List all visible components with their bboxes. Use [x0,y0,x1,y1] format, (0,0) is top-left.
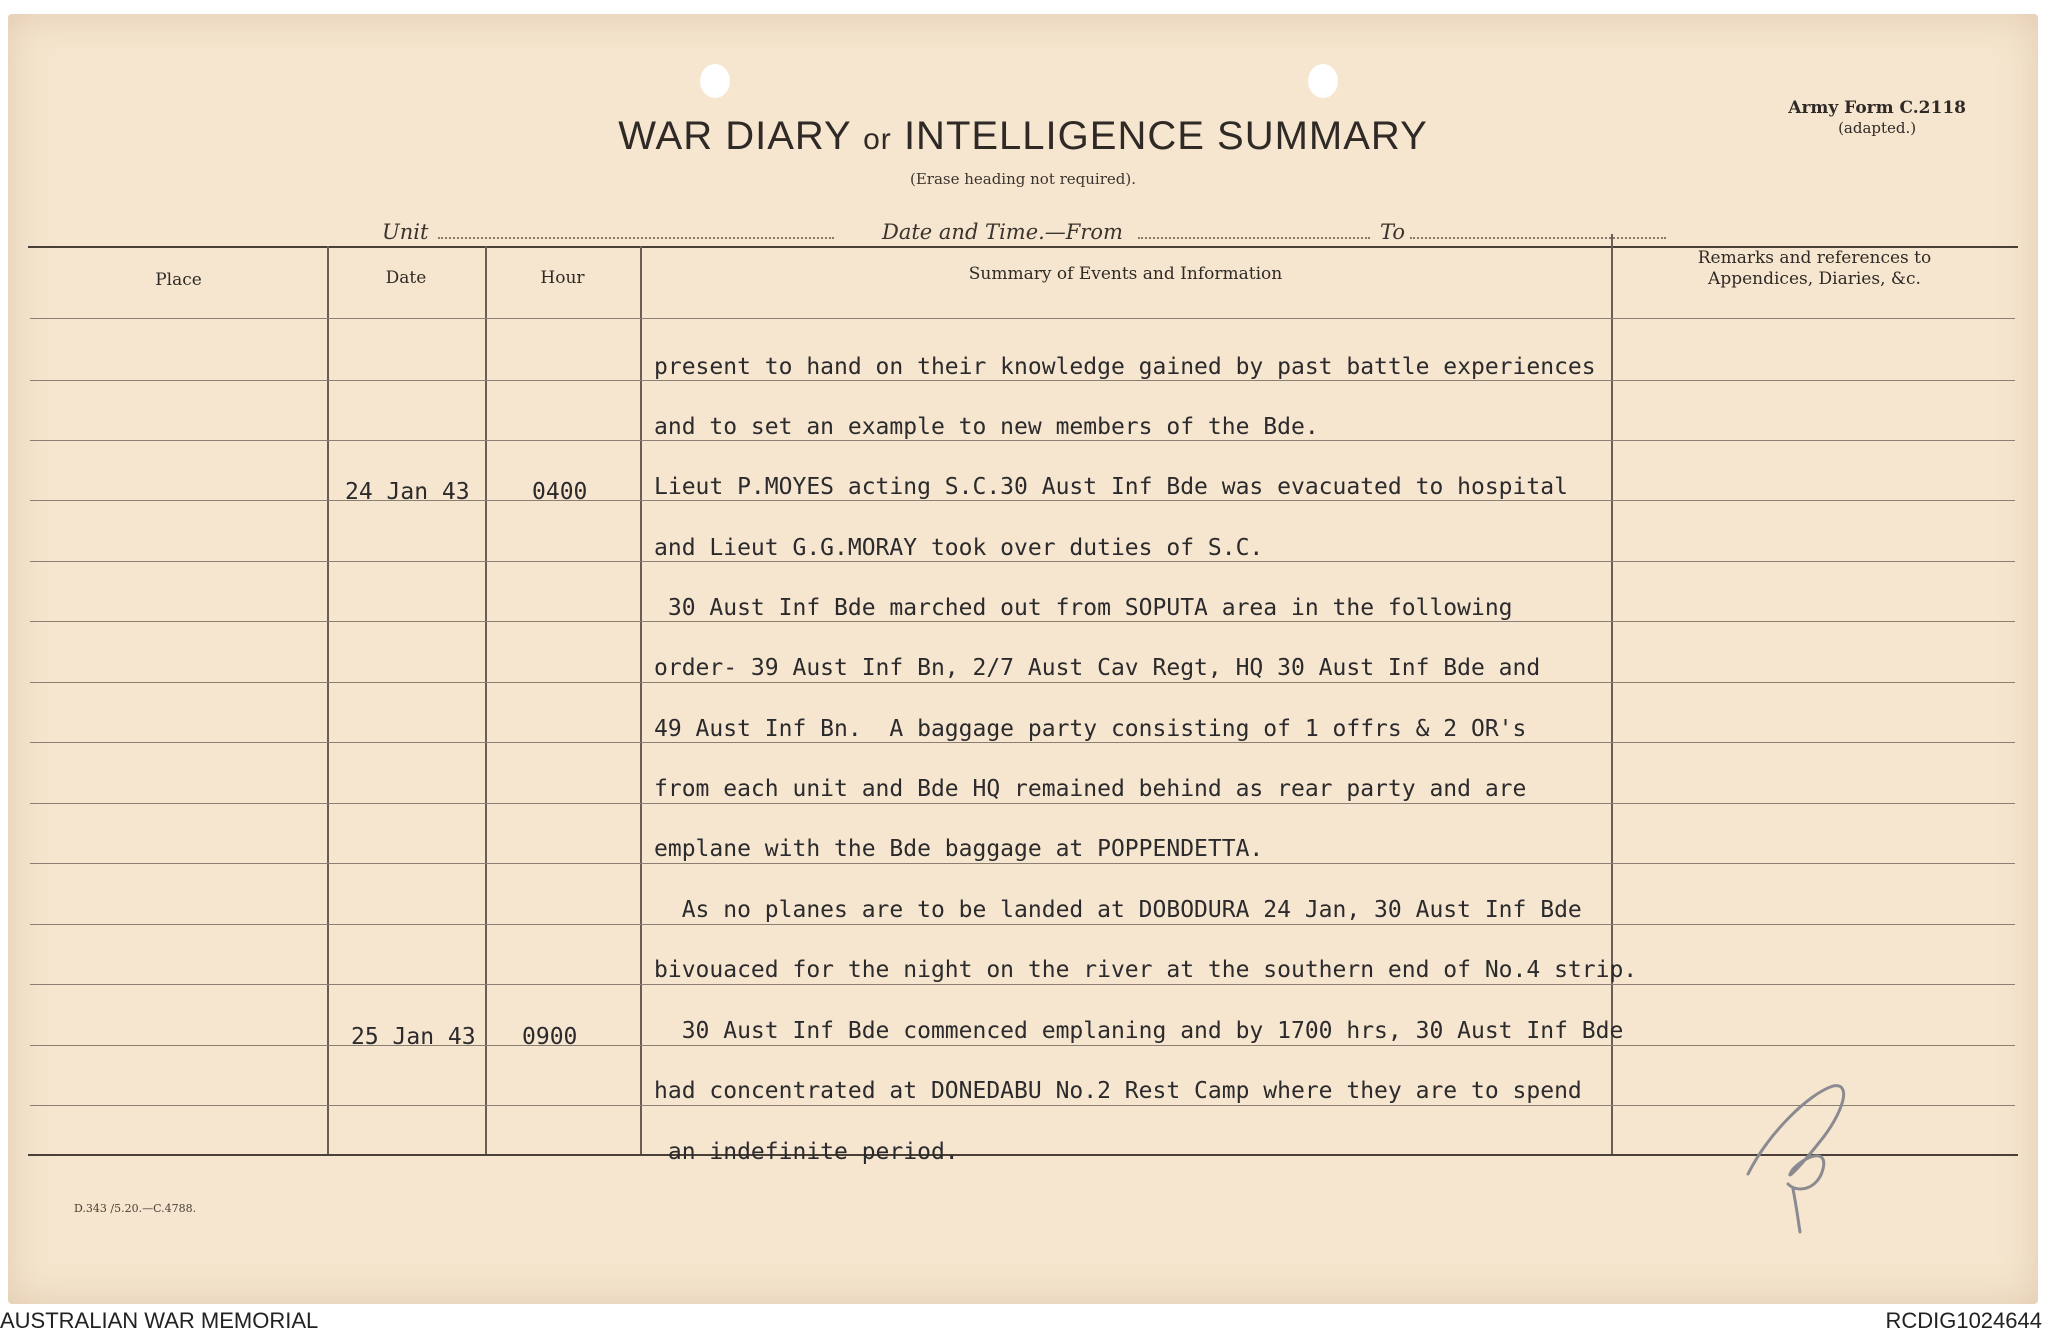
punch-hole-left [700,64,730,98]
column-divider-date [485,246,487,1154]
ruled-line [30,380,2015,381]
summary-line: an indefinite period. [654,1139,959,1165]
column-divider-summary [1611,234,1613,1154]
summary-line: Lieut P.MOYES acting S.C.30 Aust Inf Bde was evacuated to hospital [654,474,1568,500]
archive-caption-left: AUSTRALIAN WAR MEMORIAL [0,1308,319,1333]
to-label: To [1380,220,1406,244]
title-war-diary: WAR DIARY [618,114,851,158]
ruled-line [30,1105,2015,1106]
remarks-header-line2: Appendices, Diaries, &c. [1708,269,1921,289]
column-header-hour: Hour [540,268,585,288]
column-header-date: Date [385,268,427,288]
ruled-line [30,924,2015,925]
summary-line: 30 Aust Inf Bde marched out from SOPUTA area in the following [654,595,1513,621]
form-title [8,114,2038,159]
remarks-header-line1: Remarks and references to [1697,248,1932,268]
header-bottom-line [30,318,2015,319]
ruled-line [30,500,2015,501]
summary-line: 30 Aust Inf Bde commenced emplaning and by 1700 hrs, 30 Aust Inf Bde [654,1018,1624,1044]
unit-field-line [438,237,834,239]
form-subtitle: (Erase heading not required). [909,170,1137,188]
date-time-from-label: Date and Time.—From [882,220,1123,244]
summary-line: and Lieut G.G.MORAY took over duties of S.C. [654,535,1264,561]
entry-hour: 0400 [532,479,588,505]
ruled-line [30,984,2015,985]
column-header-summary: Summary of Events and Information [968,264,1283,284]
summary-line: from each unit and Bde HQ remained behind as rear party and are [654,776,1527,802]
ruled-line [30,561,2015,562]
entry-date: 24 Jan 43 [345,479,470,505]
summary-line: present to hand on their knowledge gained by past battle experiences [654,354,1596,380]
ruled-line [30,863,2015,864]
archive-caption-right: RCDIG1024644 [1885,1308,2042,1333]
summary-line: order- 39 Aust Inf Bn, 2/7 Aust Cav Regt, HQ 30 Aust Inf Bde and [654,655,1541,681]
army-form-adapted: (adapted.) [1838,119,1917,137]
ruled-line [30,742,2015,743]
title-intelligence-summary: INTELLIGENCE SUMMARY [903,114,1428,158]
punch-hole-right [1308,64,1338,98]
ruled-line [30,803,2015,804]
to-field-line [1410,237,1666,239]
summary-line: emplane with the Bde baggage at POPPENDETTA. [654,836,1264,862]
column-divider-hour [640,246,642,1154]
unit-label: Unit [382,220,429,244]
diary-sheet [8,14,2038,1304]
column-header-remarks [1611,248,2018,290]
column-header-place: Place [155,270,202,290]
entry-date: 25 Jan 43 [351,1024,476,1050]
summary-line: bivouaced for the night on the river at the southern end of No.4 strip. [654,957,1638,983]
summary-line: had concentrated at DONEDABU No.2 Rest Camp where they are to spend [654,1078,1582,1104]
column-divider-place [327,246,329,1154]
title-or: or [863,123,892,156]
army-form-label [1788,98,1966,138]
footer-code: D.343 /5.20.—C.4788. [74,1202,197,1215]
summary-line: As no planes are to be landed at DOBODURA 24 Jan, 30 Aust Inf Bde [654,897,1582,923]
entry-hour: 0900 [522,1024,578,1050]
ruled-line [30,682,2015,683]
table-bottom-rule [28,1154,2018,1156]
ruled-line [30,621,2015,622]
ruled-line [30,440,2015,441]
summary-line: 49 Aust Inf Bn. A baggage party consisting of 1 offrs & 2 OR's [654,716,1527,742]
army-form-number: Army Form C.2118 [1788,98,1966,118]
summary-line: and to set an example to new members of the Bde. [654,414,1319,440]
handwritten-initials [1738,1074,1878,1234]
ruled-line [30,1045,2015,1046]
from-field-line [1138,237,1370,239]
signature-stroke [1748,1086,1844,1232]
